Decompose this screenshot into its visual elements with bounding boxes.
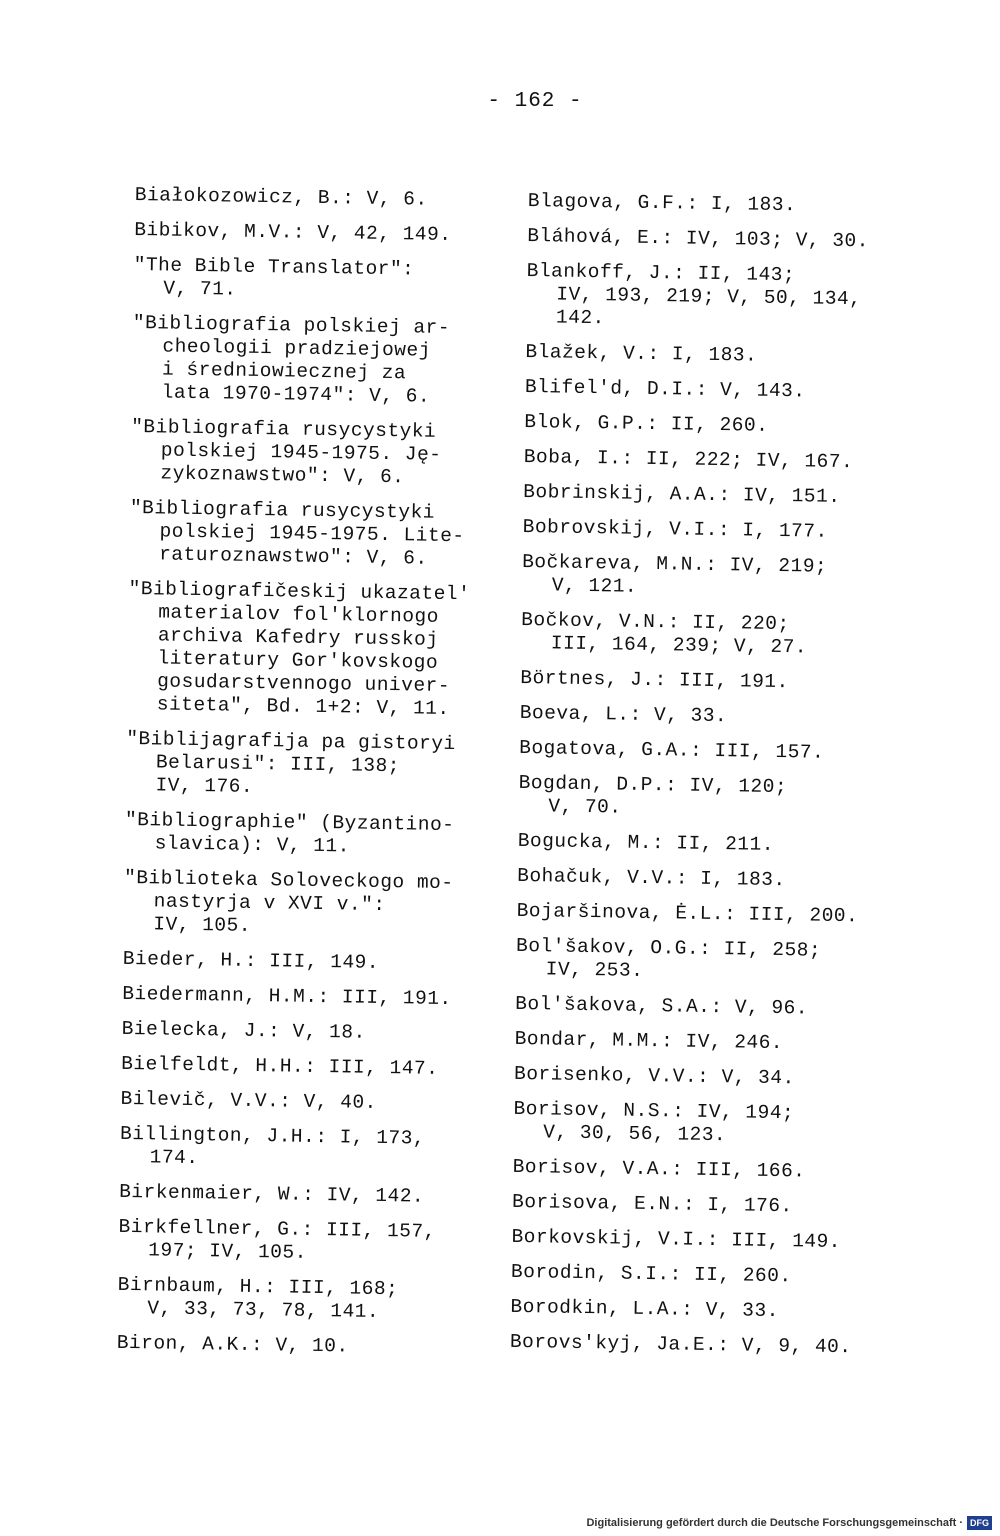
index-entry: "Bibliografia polskiej ar- cheologii pradziejowej i średniowiecznej za lata 1970-1974": V, 6.	[132, 311, 451, 408]
index-entry: Boba, I.: II, 222; IV, 167.	[523, 445, 854, 474]
index-entry: Bibikov, M.V.: V, 42, 149.	[134, 218, 452, 246]
index-entry: Birkenmaier, W.: IV, 142.	[118, 1180, 425, 1208]
index-entry: Billington, J.H.: I, 173, 174.	[119, 1122, 426, 1170]
index-entry: Blagova, G.F.: I, 183.	[527, 190, 797, 217]
index-entry: Bočkareva, M.N.: IV, 219; V, 121.	[521, 550, 828, 598]
index-entry: Borodkin, L.A.: V, 33.	[510, 1295, 780, 1323]
index-entry: Börtnes, J.: III, 191.	[520, 666, 789, 694]
index-entry: Bobrinskij, A.A.: IV, 151.	[523, 480, 841, 508]
index-entry: Bogucka, M.: II, 211.	[517, 829, 775, 856]
dfg-logo: DFG	[967, 1516, 992, 1530]
index-entry: Borisova, E.N.: I, 176.	[511, 1190, 793, 1218]
index-entry: Borisov, N.S.: IV, 194; V, 30, 56, 123.	[513, 1097, 795, 1147]
index-entry: Borisov, V.A.: III, 166.	[512, 1155, 806, 1183]
index-entry: "Biblioteka Soloveckogo mo- nastyrja v XVI v.": IV, 105.	[123, 866, 454, 937]
index-entry: Blažek, V.: I, 183.	[525, 340, 758, 367]
index-column-left	[116, 184, 525, 1373]
index-entry: "Bibliografičeskij ukazatel' materialov fol'klornogo archiva Kafedry russkoj literatury Gor'kovskogo gosudarstvennogo univer- siteta", Bd. 1+2: V, 11.	[128, 577, 471, 721]
index-entry: Blok, G.P.: II, 260.	[524, 410, 769, 437]
index-entry: Blifel'd, D.I.: V, 143.	[524, 375, 806, 403]
index-entry: Bláhová, E.: IV, 103; V, 30.	[527, 224, 870, 253]
index-entry: Birnbaum, H.: III, 168; V, 33, 73, 78, 141.	[117, 1273, 399, 1323]
index-entry: Birkfellner, G.: III, 157, 197; IV, 105.	[118, 1215, 437, 1264]
index-entry: Bondar, M.M.: IV, 246.	[514, 1027, 784, 1055]
page-number: - 162 -	[487, 90, 583, 113]
index-entry: Bielfeldt, H.H.: III, 147.	[121, 1052, 439, 1080]
index-entry: Bočkov, V.N.: II, 220; III, 164, 239; V, 27.	[521, 608, 808, 659]
index-entry: Białokozowicz, B.: V, 6.	[134, 184, 428, 211]
index-column-right	[510, 190, 923, 1372]
index-entry: Bieder, H.: III, 149.	[122, 947, 380, 974]
index-entry: "Bibliografia rusycystyki polskiej 1945-1975. Lite- raturoznawstwo": V, 6.	[129, 496, 465, 570]
digitization-footer	[586, 1516, 992, 1530]
index-entry: "Biblijagrafija pa gistoryi Belarusi": III, 138; IV, 176.	[126, 727, 456, 798]
index-entry: Bogatova, G.A.: III, 157.	[519, 736, 825, 764]
index-entry: Borisenko, V.V.: V, 34.	[513, 1062, 795, 1090]
index-entry: Bojaršinova, Ė.L.: III, 200.	[516, 899, 859, 928]
index-entry: Bohačuk, V.V.: I, 183.	[517, 864, 786, 892]
index-entry: Boeva, L.: V, 33.	[519, 701, 728, 728]
footer-text: Digitalisierung gefördert durch die Deutsche Forschungsgemeinschaft ·	[586, 1517, 963, 1529]
index-entry: Biron, A.K.: V, 10.	[116, 1331, 349, 1358]
index-entry: Borodin, S.I.: II, 260.	[510, 1260, 792, 1288]
index-entry: Blankoff, J.: II, 143; IV, 193, 219; V, 50, 134, 142.	[526, 259, 862, 330]
index-entry: Borovs'kyj, Ja.E.: V, 9, 40.	[509, 1330, 852, 1359]
index-entry: Bol'šakov, O.G.: II, 258; IV, 253.	[515, 934, 822, 982]
index-entry: Bol'šakova, S.A.: V, 96.	[515, 992, 809, 1020]
index-entry: Bielecka, J.: V, 18.	[121, 1017, 366, 1044]
index-entry: Bogdan, D.P.: IV, 120; V, 70.	[518, 771, 788, 819]
index-entry: Bilevič, V.V.: V, 40.	[120, 1087, 378, 1114]
index-entry: "The Bible Translator": V, 71.	[133, 253, 415, 301]
index-entry: Borkovskij, V.I.: III, 149.	[511, 1225, 842, 1254]
index-entry: Biedermann, H.M.: III, 191.	[122, 982, 452, 1011]
index-entry: "Bibliographie" (Byzantino- slavica): V, 11.	[124, 808, 455, 858]
index-entry: Bobrovskij, V.I.: I, 177.	[522, 515, 828, 543]
index-entry: "Bibliografia rusycystyki polskiej 1945-1975. Ję- zykoznawstwo": V, 6.	[131, 415, 442, 489]
